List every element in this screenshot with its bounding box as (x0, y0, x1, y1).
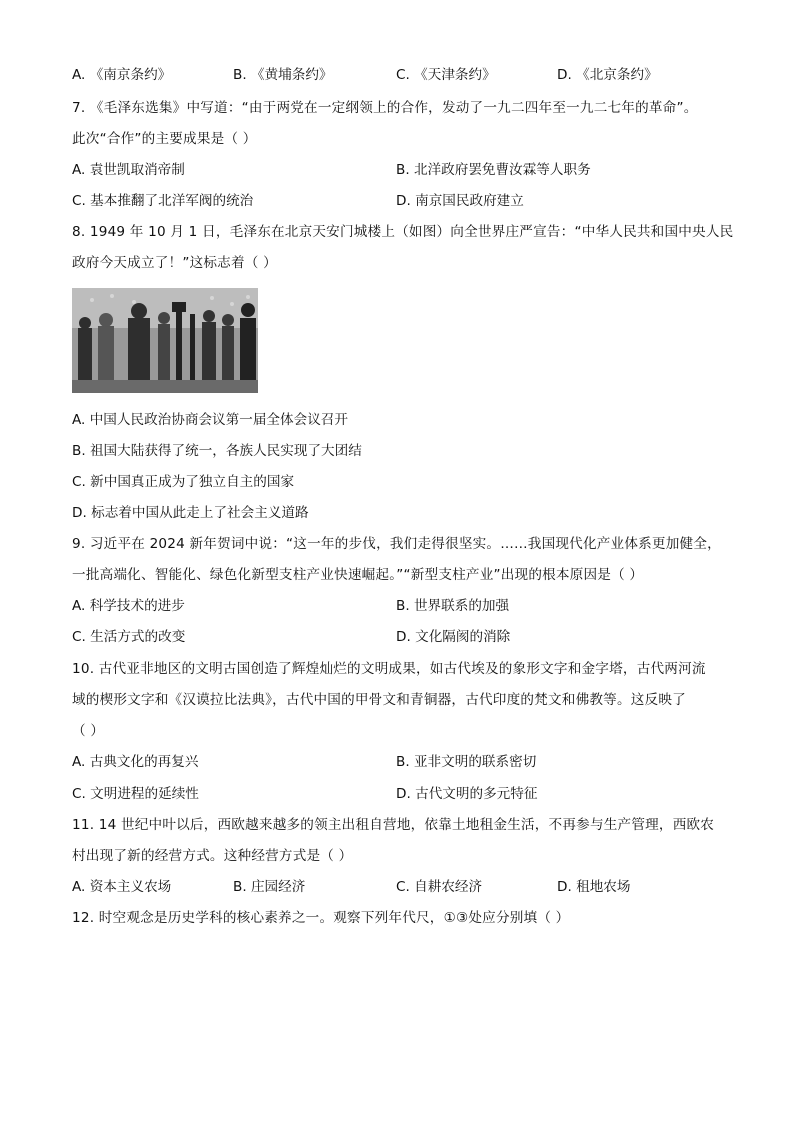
q11-option-a: A. 资本主义农场 (72, 879, 172, 895)
q7-option-c: C. 基本推翻了北洋军阀的统治 (72, 193, 254, 209)
q9-stem-line2: 一批高端化、智能化、绿色化新型支柱产业快速崛起。”“新型支柱产业”出现的根本原因是（ ） (72, 567, 644, 583)
q9-option-c: C. 生活方式的改变 (72, 629, 186, 645)
founding-ceremony-photo (72, 288, 258, 393)
q11-stem-line2: 村出现了新的经营方式。这种经营方式是（ ） (72, 848, 353, 864)
q7-option-d: D. 南京国民政府建立 (396, 193, 524, 209)
q9-stem-line1: 9. 习近平在 2024 新年贺词中说：“这一年的步伐，我们走得很坚实。……我国现代化产业体系更加健全， (72, 536, 721, 552)
q11-option-b: B. 庄园经济 (233, 879, 306, 895)
q10-stem-line3: （ ） (72, 723, 105, 739)
q8-option-c: C. 新中国真正成为了独立自主的国家 (72, 474, 295, 490)
q11-option-c: C. 自耕农经济 (396, 879, 483, 895)
q7-option-a: A. 袁世凯取消帝制 (72, 162, 185, 178)
q8-option-a: A. 中国人民政治协商会议第一届全体会议召开 (72, 412, 348, 428)
q10-stem-line2: 域的楔形文字和《汉谟拉比法典》，古代中国的甲骨文和青铜器，古代印度的梵文和佛教等。这反映了 (72, 692, 686, 708)
q9-option-a: A. 科学技术的进步 (72, 598, 185, 614)
q6-option-c: C. 《天津条约》 (396, 67, 496, 83)
q6-option-b: B. 《黄埔条约》 (233, 67, 333, 83)
q10-option-a: A. 古典文化的再复兴 (72, 754, 199, 770)
q10-stem-line1: 10. 古代亚非地区的文明古国创造了辉煌灿烂的文明成果，如古代埃及的象形文字和金字塔，古代两河流 (72, 661, 706, 677)
q8-stem-line2: 政府今天成立了！”这标志着（ ） (72, 255, 277, 271)
q9-option-b: B. 世界联系的加强 (396, 598, 510, 614)
q6-option-d: D. 《北京条约》 (557, 67, 658, 83)
q10-option-d: D. 古代文明的多元特征 (396, 786, 538, 802)
q8-option-d: D. 标志着中国从此走上了社会主义道路 (72, 505, 309, 521)
q6-option-a: A. 《南京条约》 (72, 67, 172, 83)
q8-stem-line1: 8. 1949 年 10 月 1 日，毛泽东在北京天安门城楼上（如图）向全世界庄严宣告：“中华人民共和国中央人民 (72, 224, 734, 240)
q7-stem-line2: 此次“合作”的主要成果是（ ） (72, 131, 257, 147)
q11-option-d: D. 租地农场 (557, 879, 631, 895)
q11-stem-line1: 11. 14 世纪中叶以后，西欧越来越多的领主出租自营地，依靠土地租金生活，不再参与生产管理，西欧农 (72, 817, 715, 833)
q10-option-c: C. 文明进程的延续性 (72, 786, 199, 802)
q9-option-d: D. 文化隔阂的消除 (396, 629, 511, 645)
q8-option-b: B. 祖国大陆获得了统一，各族人民实现了大团结 (72, 443, 362, 459)
q10-option-b: B. 亚非文明的联系密切 (396, 754, 537, 770)
q7-option-b: B. 北洋政府罢免曹汝霖等人职务 (396, 162, 591, 178)
q12-stem-line1: 12. 时空观念是历史学科的核心素养之一。观察下列年代尺，①③处应分别填（ ） (72, 910, 570, 926)
q7-stem-line1: 7. 《毛泽东选集》中写道：“由于两党在一定纲领上的合作，发动了一九二四年至一九二七年的革命”。 (72, 100, 698, 116)
